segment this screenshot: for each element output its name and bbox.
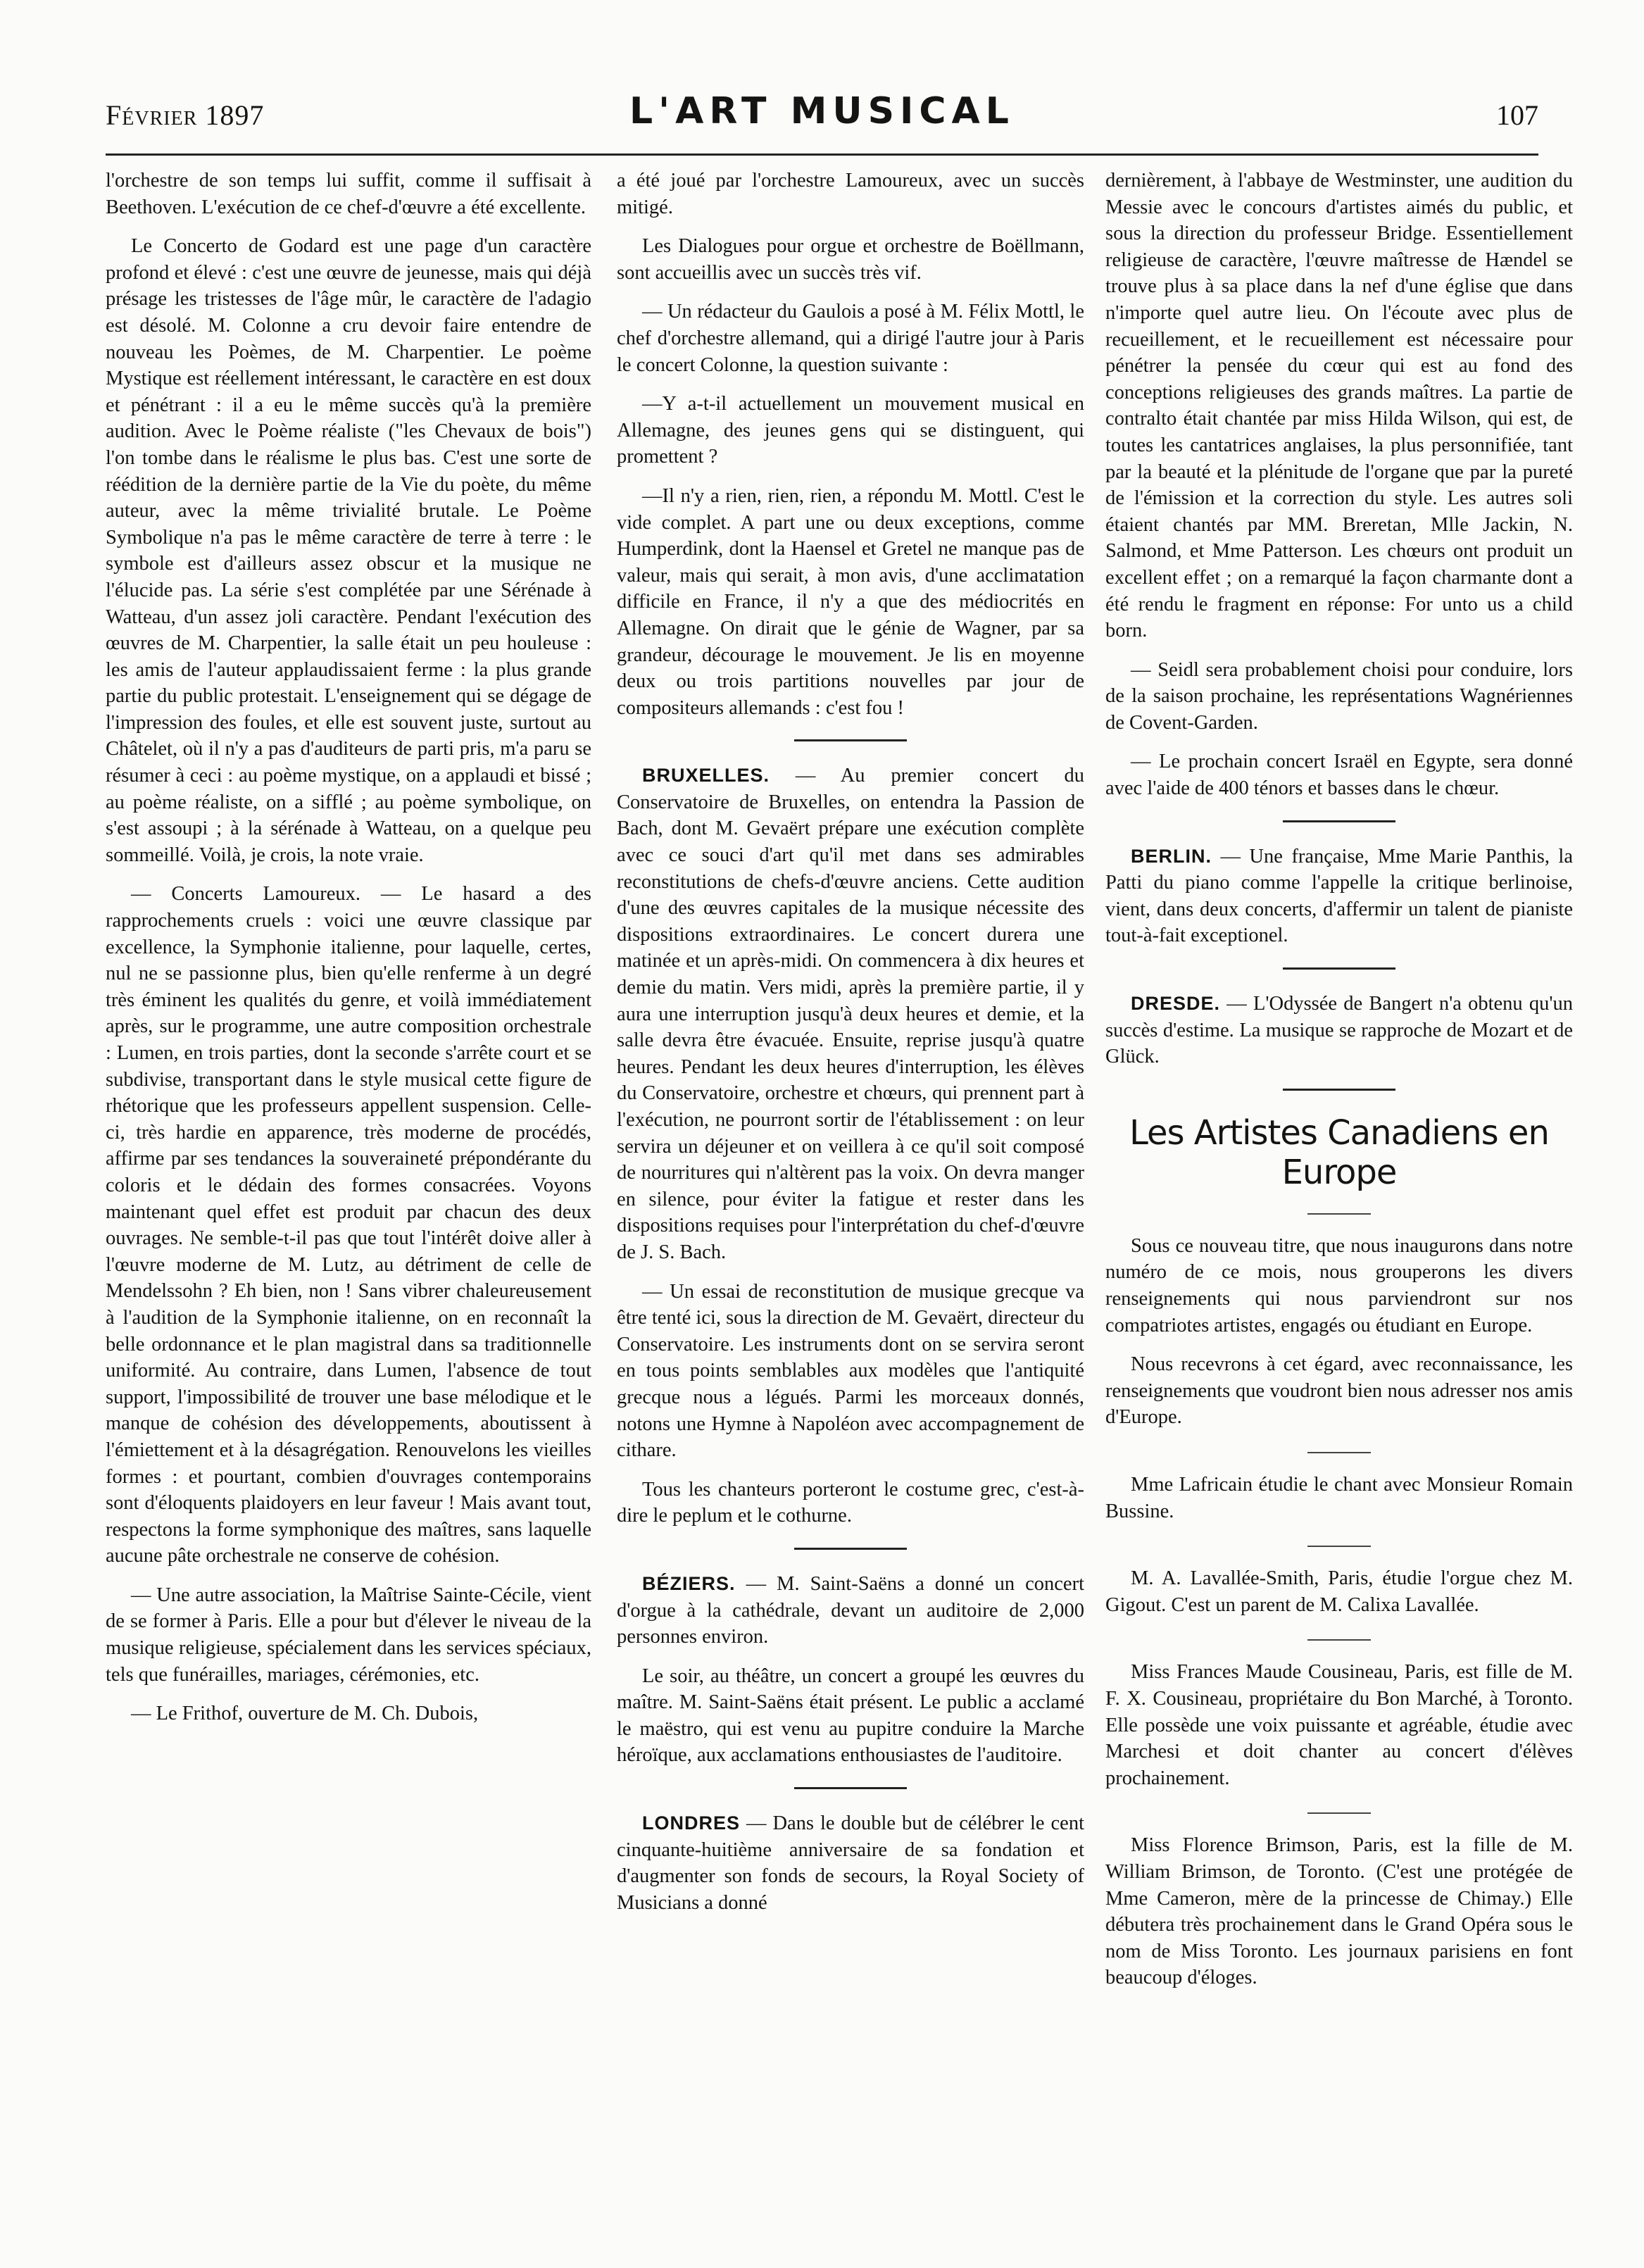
paragraph: Les Dialogues pour orgue et orchestre de Boëllmann, sont accueillis avec un succès très vif.: [617, 235, 1084, 284]
news-item-beziers: [617, 1571, 1084, 1650]
paragraph: Sous ce nouveau titre, que nous inaugurons dans notre numéro de ce mois, nous grouperons les divers renseignements qui nous parviendront sur nos compatriotes artistes, engagés ou étudiant en Europe.: [1105, 1234, 1573, 1336]
city-heading: BRUXELLES.: [642, 765, 770, 787]
section-divider: [1283, 820, 1395, 822]
paragraph: —Il n'y a rien, rien, rien, a répondu M. Mottl. C'est le vide complet. A part une ou deux exceptions, comme Humperdink, dont la Haensel et Gretel ne manque pas de valeur, mais qui serait, à mon avis, d'une acclimatation difficile en France, il n'y a que des médiocrités en Allemagne. On dirait que le génie de Wagner, par sa grandeur, décourage le mouvement. Je lis en moyenne deux ou trois partitions nouvelles par jour de compositeurs allemands : c'est fou !: [617, 484, 1084, 719]
section-divider: [1307, 1812, 1371, 1814]
city-heading: BÉZIERS.: [642, 1572, 736, 1594]
section-divider: [794, 1787, 907, 1789]
section-heading: Les Artistes Canadiens en Europe: [1129, 1113, 1549, 1192]
paragraph: l'orchestre de son temps lui suffit, comme il suffisait à Beethoven. L'exécution de ce chef-d'œuvre a été excellente.: [106, 170, 591, 218]
paragraph: — Concerts Lamoureux. — Le hasard a des rapprochements cruels : voici une œuvre classique par excellence, la Symphonie italienne, pour laquelle, certes, nul ne se passionne plus, bien qu'elle renferme à un degré très éminent les qualités du genre, et voilà immédiatement après, sur le programme, une autre composition orchestrale : Lumen, en trois parties, dont la seconde s'arrête court et se subdivise, transportant dans le style musical cette figure de rhétorique que les professeurs appellent suspension. Celle-ci, très hardie en apparence, très moderne de procédés, affirme par ses tendances la souveraineté prépondérante du coloris et le dédain des formes consacrées. Voyons maintenant quel effet est produit par chacun des deux ouvrages. Ne semble-t-il pas que tout l'intérêt doive aller à l'œuvre moderne de M. Lutz, au détriment de celle de Mendelssohn ? Eh bien, non ! Sans vibrer chaleureusement à l'audition de la Symphonie italienne, on en reconnaît la belle ordonnance et le plan magistral dans sa traditionnelle uniformité. Au contraire, dans Lumen, l'absence de tout support, l'impossibilité de trouver une base mélodique et le manque de cohésion des développements, aboutissent à l'émiettement et à la désagrégation. Renouvelons les vieilles formes : et pourtant, combien d'ouvrages contemporains sont d'éloquents plaidoyers en leur faveur ! Mais avant tout, respectons la forme symphonique des maîtres, sans laquelle aucune pâte orchestrale ne conserve de cohésion.: [106, 883, 591, 1567]
news-text: — Dans le double but de célébrer le cent cinquante-huitième anniversaire de sa fondation et d'augmenter son fonds de secours, la Royal Society of Musicians a donné: [617, 1812, 1084, 1914]
paragraph: — Le prochain concert Israël en Egypte, sera donné avec l'aide de 400 ténors et basses dans le chœur.: [1105, 751, 1573, 800]
news-text: — M. Saint-Saëns a donné un concert d'orgue à la cathédrale, devant un auditoire de 2,000 personnes environ.: [617, 1572, 1084, 1648]
section-divider: [1307, 1546, 1371, 1547]
artist-note: M. A. Lavallée-Smith, Paris, étudie l'orgue chez M. Gigout. C'est un parent de M. Calixa Lavallée.: [1105, 1567, 1573, 1616]
city-heading: LONDRES: [642, 1812, 741, 1834]
section-divider: [1307, 1452, 1371, 1453]
artist-note: Miss Frances Maude Cousineau, Paris, est fille de M. F. X. Cousineau, propriétaire du Bon Marché, à Toronto. Elle possède une voix puissante et agréable, étudie avec Marchesi et doit chanter au concert d'élèves prochainement.: [1105, 1661, 1573, 1789]
paragraph: Le Concerto de Godard est une page d'un caractère profond et élevé : c'est une œuvre de jeunesse, mais qui déjà présage les tristesses de l'âge mûr, le caractère de l'adagio est désolé. M. Colonne a cru devoir faire entendre de nouveau les Poèmes, de M. Charpentier. Le poème Mystique est réellement intéressant, le caractère en est doux et pénétrant : il a eu le même succès qu'à la première audition. Avec le Poème réaliste ("les Chevaux de bois") l'on tombe dans le réalisme le plus bas. C'est une sorte de réédition de la dernière partie de la Vie du poète, du même auteur, avec la même trivialité brutale. Le Poème Symbolique n'a pas le même caractère de terre à terre : le symbole est d'ailleurs assez obscur et la musique ne l'élucide pas. La série s'est complétée par une Sérénade à Watteau, d'un assez joli caractère. Pendant l'exécution des œuvres de M. Charpentier, la salle était un peu houleuse : les amis de l'auteur applaudissaient ferme : la plus grande partie du public protestait. L'enseignement qui se dégage de l'impression des foules, et elle est souvent juste, surtout au Châtelet, où il n'y a pas d'auditeurs de parti pris, m'a paru se résumer à ceci : au poème mystique, on a applaudi et bissé ; au poème réaliste, on a sifflé ; au poème symbolique, on s'est assoupi ; à la sérénade à Watteau, on a quelque peu sommeillé. Voilà, je crois, la note vraie.: [106, 235, 591, 866]
news-text: — Au premier concert du Conservatoire de Bruxelles, on entendra la Passion de Bach, dont M. Gevaërt prépare une exécution complète avec ce souci d'art qu'il met dans ses admirables reconstitutions de chefs-d'œuvre anciens. Cette audition d'une des œuvres capitales de la musique nécessite des dispositions extraordinaires. Le concert durera une matinée et un après-midi. On commencera à dix heures et demie du matin. Vers midi, après la première partie, il y aura une interruption jusqu'à deux heures et demie, et la salle devra être évacuée. Ensuite, reprise jusqu'à quatre heures. Pendant les deux heures d'interruption, les élèves du Conservatoire, orchestre et chœurs, qui prennent part à l'exécution, ne pourront sortir de l'établissement : on leur servira un déjeuner et on veillera à ce qu'il soit composé de nourritures qui n'altèrent pas la voix. On devra manger en silence, pour éviter la fatigue et rester dans les dispositions requises pour l'interprétation du chef-d'œuvre de J. S. Bach.: [617, 765, 1084, 1263]
page-number: 107: [1496, 99, 1538, 131]
paragraph: — Le Frithof, ouverture de M. Ch. Dubois,: [131, 1703, 479, 1725]
news-text: — Une française, Mme Marie Panthis, la Patti du piano comme l'appelle la critique berlinoise, vient, dans deux concerts, d'affermir un talent de pianiste tout-à-fait exceptionel.: [1105, 845, 1573, 947]
city-heading: BERLIN.: [1131, 845, 1212, 867]
section-divider: [1283, 1089, 1395, 1091]
paragraph: Tous les chanteurs porteront le costume grec, c'est-à-dire le peplum et le cothurne.: [617, 1478, 1084, 1527]
section-divider: [794, 739, 907, 741]
section-divider: [1307, 1213, 1371, 1215]
news-item-berlin: [1105, 844, 1573, 949]
news-item-dresde: [1105, 991, 1573, 1070]
section-divider: [1283, 967, 1395, 970]
news-text: — L'Odyssée de Bangert n'a obtenu qu'un succès d'estime. La musique se rapproche de Mozart et de Glück.: [1105, 993, 1573, 1068]
paragraph: —Y a-t-il actuellement un mouvement musical en Allemagne, des jeunes gens qui se distinguent, qui promettent ?: [617, 393, 1084, 468]
news-item-bruxelles: [617, 763, 1084, 1265]
section-divider: [794, 1548, 907, 1550]
column-2: [617, 168, 1084, 1929]
paragraph: dernièrement, à l'abbaye de Westminster, une audition du Messie avec le concours d'artistes aimés du public, et sous la direction du professeur Bridge. Essentiellement religieuse de caractère, l'œuvre maîtresse de Hændel se trouve plus à sa place dans la nef d'une église que dans n'importe quel autre lieu. On l'écoute avec plus de recueillement, et le recueillement est nécessaire pour pénétrer la pensée du cœur qui est au fond des conceptions religieuses des grands maîtres. La partie de contralto était chantée par miss Hilda Wilson, qui est, de toutes les cantatrices anglaises, la plus personnifiée, tant par la beauté et la plénitude de l'organe que par la pureté de l'émission et la correction du style. Les autres soli étaient chantés par MM. Breretan, Mlle Jackin, N. Salmond, et Mme Patterson. Les chœurs ont produit un excellent effet ; on a remarqué la façon charmante dont a été rendu le fragment en réponse: For unto us a child born.: [1105, 170, 1573, 642]
paragraph: — Un rédacteur du Gaulois a posé à M. Félix Mottl, le chef d'orchestre allemand, qui a dirigé l'autre jour à Paris le concert Colonne, la question suivante :: [617, 301, 1084, 376]
city-heading: DRESDE.: [1131, 993, 1221, 1015]
column-3: [1105, 168, 1573, 2004]
issue-date: Février 1897: [106, 99, 265, 131]
news-item-londres: [617, 1810, 1084, 1916]
section-divider: [1307, 1639, 1371, 1641]
paragraph: — Un essai de reconstitution de musique grecque va être tenté ici, sous la direction de M. Gevaërt, directeur du Conservatoire. Les instruments dont on se servira seront en tous points semblables aux modèles que l'antiquité grecque nous a légués. Parmi les morceaux donnés, notons une Hymne à Napoléon avec accompagnement de cithare.: [617, 1280, 1084, 1462]
paragraph: — Seidl sera probablement choisi pour conduire, lors de la saison prochaine, les représentations Wagnériennes de Covent-Garden.: [1105, 658, 1573, 734]
artist-note: Miss Florence Brimson, Paris, est la fille de M. William Brimson, de Toronto. (C'est une protégée de Mme Cameron, mère de la princesse de Chimay.) Elle débutera très prochainement dans le Grand Opéra sous le nom de Miss Toronto. Les journaux parisiens en font beaucoup d'éloges.: [1105, 1834, 1573, 1989]
header-rule: [106, 154, 1538, 156]
paragraph: — Une autre association, la Maîtrise Sainte-Cécile, vient de se former à Paris. Elle a pour but d'élever le niveau de la musique religieuse, spécialement dans les services spéciaux, tels que funérailles, mariages, cérémonies, etc.: [106, 1584, 591, 1686]
paragraph: a été joué par l'orchestre Lamoureux, avec un succès mitigé.: [617, 170, 1084, 218]
column-1: [106, 168, 591, 1740]
paragraph: Le soir, au théâtre, un concert a groupé les œuvres du maître. M. Saint-Saëns était présent. Le public a acclamé le maëstro, qui est venu au pupitre conduire la Marche héroïque, aux acclamations enthousiastes de l'auditoire.: [617, 1665, 1084, 1767]
page-header: [106, 90, 1538, 139]
artist-note: Mme Lafricain étudie le chant avec Monsieur Romain Bussine.: [1105, 1473, 1573, 1522]
journal-title: L'ART MUSICAL: [629, 90, 1015, 132]
paragraph: Nous recevrons à cet égard, avec reconnaissance, les renseignements que voudront bien nous adresser nos amis d'Europe.: [1105, 1353, 1573, 1429]
